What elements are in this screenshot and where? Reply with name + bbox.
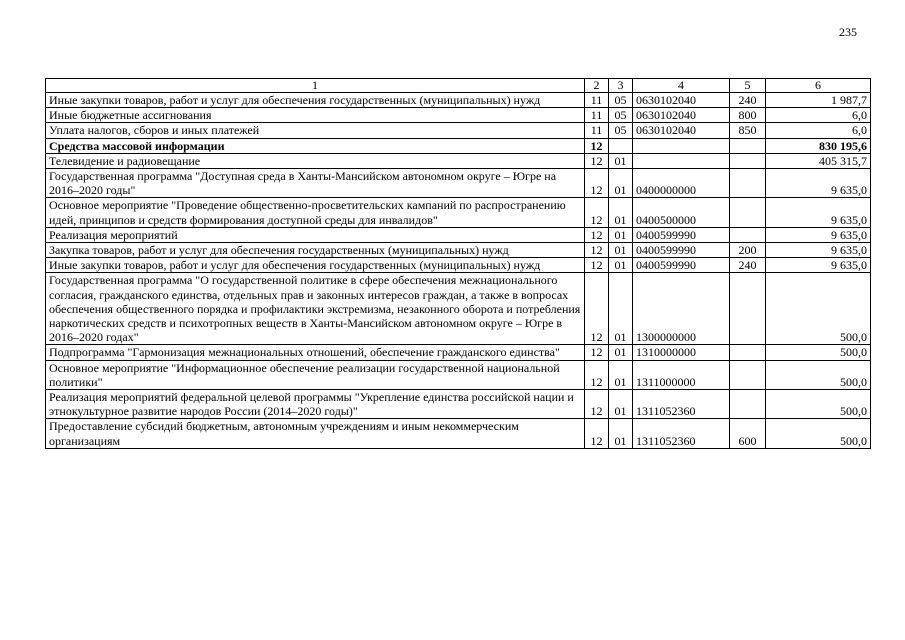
row-target-code: 0630102040: [633, 108, 730, 123]
row-target-code: 1311000000: [633, 360, 730, 389]
row-name: Закупка товаров, работ и услуг для обеспечения государственных (муниципальных) нужд: [46, 243, 585, 258]
row-amount: 500,0: [766, 345, 871, 360]
table-row: [46, 123, 871, 138]
table-row: [46, 419, 871, 448]
table-row: [46, 198, 871, 227]
header-col-6: 6: [766, 79, 871, 93]
row-expense-type: [730, 169, 766, 198]
row-name: Предоставление субсидий бюджетным, автономным учреждениям и иным некоммерческим организациям: [46, 419, 585, 448]
row-section: 11: [585, 123, 609, 138]
row-target-code: 1300000000: [633, 273, 730, 345]
row-target-code: 0400599990: [633, 258, 730, 273]
row-amount: 500,0: [766, 390, 871, 419]
row-target-code: [633, 153, 730, 168]
row-target-code: 1311052360: [633, 419, 730, 448]
row-name: Подпрограмма "Гармонизация межнациональных отношений, обеспечение гражданского единства": [46, 345, 585, 360]
row-section: 12: [585, 153, 609, 168]
row-subsection: [609, 138, 633, 153]
row-section: 12: [585, 345, 609, 360]
row-expense-type: [730, 153, 766, 168]
row-name: Телевидение и радиовещание: [46, 153, 585, 168]
row-expense-type: 240: [730, 93, 766, 108]
row-amount: 6,0: [766, 108, 871, 123]
row-amount: 6,0: [766, 123, 871, 138]
row-section: 12: [585, 227, 609, 242]
row-section: 12: [585, 138, 609, 153]
row-name: Уплата налогов, сборов и иных платежей: [46, 123, 585, 138]
row-target-code: 0400599990: [633, 243, 730, 258]
row-name: Государственная программа "Доступная среда в Ханты-Мансийском автономном округе – Югре на 2016–2020 годы": [46, 169, 585, 198]
row-amount: 9 635,0: [766, 169, 871, 198]
row-expense-type: [730, 227, 766, 242]
table-row: [46, 153, 871, 168]
row-target-code: [633, 138, 730, 153]
row-amount: 9 635,0: [766, 198, 871, 227]
row-name: Иные бюджетные ассигнования: [46, 108, 585, 123]
row-target-code: 0400000000: [633, 169, 730, 198]
row-amount: 1 987,7: [766, 93, 871, 108]
budget-table: [45, 78, 871, 449]
row-name: Иные закупки товаров, работ и услуг для обеспечения государственных (муниципальных) нужд: [46, 93, 585, 108]
table-row: [46, 169, 871, 198]
row-section: 12: [585, 419, 609, 448]
row-subsection: 05: [609, 123, 633, 138]
row-expense-type: 200: [730, 243, 766, 258]
row-expense-type: 850: [730, 123, 766, 138]
row-section: 11: [585, 108, 609, 123]
row-name: Иные закупки товаров, работ и услуг для обеспечения государственных (муниципальных) нужд: [46, 258, 585, 273]
page-number: 235: [839, 25, 857, 39]
table-row: [46, 345, 871, 360]
row-subsection: 05: [609, 93, 633, 108]
row-section: 11: [585, 93, 609, 108]
row-name: Реализация мероприятий: [46, 227, 585, 242]
row-name: Средства массовой информации: [46, 138, 585, 153]
row-subsection: 01: [609, 360, 633, 389]
row-target-code: 0630102040: [633, 93, 730, 108]
row-target-code: 1310000000: [633, 345, 730, 360]
row-target-code: 0400599990: [633, 227, 730, 242]
row-expense-type: [730, 345, 766, 360]
header-row: [46, 79, 871, 93]
row-expense-type: [730, 138, 766, 153]
row-subsection: 01: [609, 345, 633, 360]
row-name: Основное мероприятие "Информационное обеспечение реализации государственной национальной политики": [46, 360, 585, 389]
table-row-section-total: [46, 138, 871, 153]
row-amount: 405 315,7: [766, 153, 871, 168]
header-col-1: 1: [46, 79, 585, 93]
row-target-code: 0400500000: [633, 198, 730, 227]
row-amount: 9 635,0: [766, 258, 871, 273]
row-amount: 500,0: [766, 360, 871, 389]
row-subsection: 01: [609, 198, 633, 227]
row-name: Реализация мероприятий федеральной целевой программы "Укрепление единства российской нации и этнокультурное развитие народов России (2014–2020 годы)": [46, 390, 585, 419]
row-amount: 500,0: [766, 419, 871, 448]
row-expense-type: 240: [730, 258, 766, 273]
table-row: [46, 93, 871, 108]
row-subsection: 01: [609, 390, 633, 419]
table-row: [46, 227, 871, 242]
table-row: [46, 390, 871, 419]
row-amount: 9 635,0: [766, 227, 871, 242]
row-target-code: 0630102040: [633, 123, 730, 138]
row-target-code: 1311052360: [633, 390, 730, 419]
row-subsection: 01: [609, 227, 633, 242]
table-row: [46, 243, 871, 258]
row-name: Государственная программа "О государственной политике в сфере обеспечения межнационального согласия, гражданского единства, отдельных прав и законных интересов граждан, а также в вопросах обеспечения общественного порядка и профилактики экстремизма, незаконного оборота и потребления наркотических средств и психотропных веществ в Ханты-Мансийском автономном округе – Югре в 2016–2020 годах": [46, 273, 585, 345]
row-subsection: 01: [609, 258, 633, 273]
row-name: Основное мероприятие "Проведение общественно-просветительских кампаний по распространению идей, принципов и средств формирования доступной среды для инвалидов": [46, 198, 585, 227]
row-section: 12: [585, 360, 609, 389]
table-row: [46, 258, 871, 273]
table-row: [46, 108, 871, 123]
table-row: [46, 273, 871, 345]
row-section: 12: [585, 390, 609, 419]
row-expense-type: [730, 198, 766, 227]
row-expense-type: 600: [730, 419, 766, 448]
header-col-5: 5: [730, 79, 766, 93]
row-expense-type: 800: [730, 108, 766, 123]
row-subsection: 05: [609, 108, 633, 123]
row-amount: 830 195,6: [766, 138, 871, 153]
row-amount: 9 635,0: [766, 243, 871, 258]
row-section: 12: [585, 258, 609, 273]
row-expense-type: [730, 273, 766, 345]
row-section: 12: [585, 169, 609, 198]
row-expense-type: [730, 390, 766, 419]
row-subsection: 01: [609, 273, 633, 345]
row-subsection: 01: [609, 419, 633, 448]
row-subsection: 01: [609, 243, 633, 258]
row-expense-type: [730, 360, 766, 389]
row-section: 12: [585, 243, 609, 258]
table-row: [46, 360, 871, 389]
row-subsection: 01: [609, 153, 633, 168]
row-section: 12: [585, 198, 609, 227]
header-col-2: 2: [585, 79, 609, 93]
row-section: 12: [585, 273, 609, 345]
header-col-3: 3: [609, 79, 633, 93]
header-col-4: 4: [633, 79, 730, 93]
row-subsection: 01: [609, 169, 633, 198]
row-amount: 500,0: [766, 273, 871, 345]
